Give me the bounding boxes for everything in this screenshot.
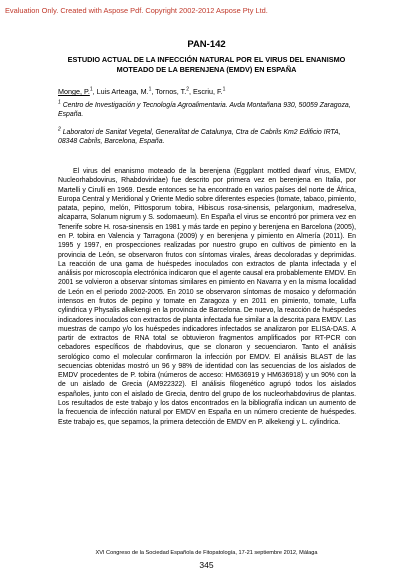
- affiliation-2: [58, 128, 356, 146]
- abstract-body: El virus del enanismo moteado de la berenjena (Eggplant mottled dwarf virus, EMDV, Nucleorhabdovirus, Rhabdoviridae) fue descrito por primera vez en berenjena en Italia, por Martelli y Cirulli en 1969. Desde entonces se ha encontrado en varios países del norte de África, Europa Central y Meridional y Oriente Medio sobre diferentes especies (tomate, tabaco, pimiento, patata, pepino, melón, Pittosporum tobira, Hibiscus rosa-sinensis, pelargonium, madreselva, alcaparra, Solanum nigrum y S. sodomaeum). En España el virus se encontró por primera vez en Tenerife sobre H. rosa-sinensis en 1981 y más tarde en pepino y berenjena en Barcelona (2005), en P. tobira en Valencia y Tarragona (2009) y en berenjena y pimiento en Almería (2011). En 1995 y 1997, en prospecciones realizadas por nuestro grupo en cultivos de pimiento en la provincia de León, se observaron frutos con síntomas virales, áreas decoloradas y deprimidas. La reacción de una gama de huéspedes inoculados con extractos de planta infectada y el análisis por microscopía electrónica indicaron que el agente causal era probablemente EMDV. En 2001 se volvieron a observar síntomas similares en pimiento en Navarra y en la misma localidad de León en el periodo 2002-2005. En 2010 se observaron síntomas de mosaico y deformación intensos en frutos de pepino y tomate en Zaragoza y en 2011 en pimiento, tomate, Luffa cylindrica y Physalis alkekengi en la provincia de Barcelona. De nuevo, la reacción de huéspedes indicadores inoculados con extractos de planta infectada fue similar a la descrita para EMDV. Las muestras de campo y/o los huéspedes indicadores infectados se analizaron por ELISA-DAS. A partir de extractos de RNA total se obtuvieron fragmentos amplificados por RT-PCR con cebadores específicos de rhabdovirus, que se clonaron y secuenciaron. Tanto el análisis serológico como el molecular confirmaron la infección por EMDV. El análisis BLAST de las secuencias obtenidas mostró un 96 y 98% de identidad con las secuencias de los aislados de EMDV procedentes de P. tobira (números de acceso: HM636919 y HM636918) y un 90% con la de un aislado de Grecia (AM922322). El análisis filogenético agrupó todos los aislados españoles, junto con el aislado de Grecia, dentro del grupo de los nucleorhabdovirus de plantas. Los resultados de este trabajo y los datos encontrados en la bibliografía indican un aumento de la frecuencia de infección natural por EMDV en España en un número creciente de huéspedes. Este trabajo es, que sepamos, la primera detección de EMDV en P. alkekengi y L. cylindrica.: [58, 168, 356, 426]
- author-second: , Luis Arteaga, M.: [92, 87, 149, 96]
- author-third: , Tornos, T.: [151, 87, 187, 96]
- paper-title: ESTUDIO ACTUAL DE LA INFECCIÓN NATURAL POR EL VIRUS DEL ENANISMO MOTEADO DE LA BERENJENA (EMDV) EN ESPAÑA: [67, 55, 346, 74]
- author-fourth: , Escriu, F.: [189, 87, 223, 96]
- abstract-id: PAN-142: [187, 39, 226, 50]
- affiliation-2-text: Laboratori de Sanitat Vegetal, Generalitat de Catalunya, Ctra de Cabrils Km2 Edificio IRTA, 08348 Cabrils, Barcelona, España.: [58, 129, 341, 146]
- author-fourth-sup: 1: [222, 86, 226, 93]
- author-second-sup: 1: [148, 86, 152, 93]
- affiliation-2-sup: 2: [58, 126, 61, 133]
- author-line: [58, 87, 225, 96]
- watermark-text: Evaluation Only. Created with Aspose Pdf. Copyright 2002-2012 Aspose Pty Ltd.: [5, 6, 268, 15]
- conference-footer: XVI Congreso de la Sociedad Española de Fitopatología, 17-21 septiembre 2012, Málaga: [95, 550, 318, 556]
- author-first-sup: 1: [89, 86, 93, 93]
- page-number: 345: [199, 560, 214, 570]
- affiliation-1: [58, 101, 356, 119]
- author-first: Monge, P.: [58, 87, 90, 96]
- author-third-sup: 2: [186, 86, 190, 93]
- affiliation-1-sup: 1: [58, 99, 61, 106]
- affiliation-1-text: Centro de Investigación y Tecnología Agroalimentaria. Avda Montañana 930, 50059 Zaragoza, España.: [58, 102, 351, 119]
